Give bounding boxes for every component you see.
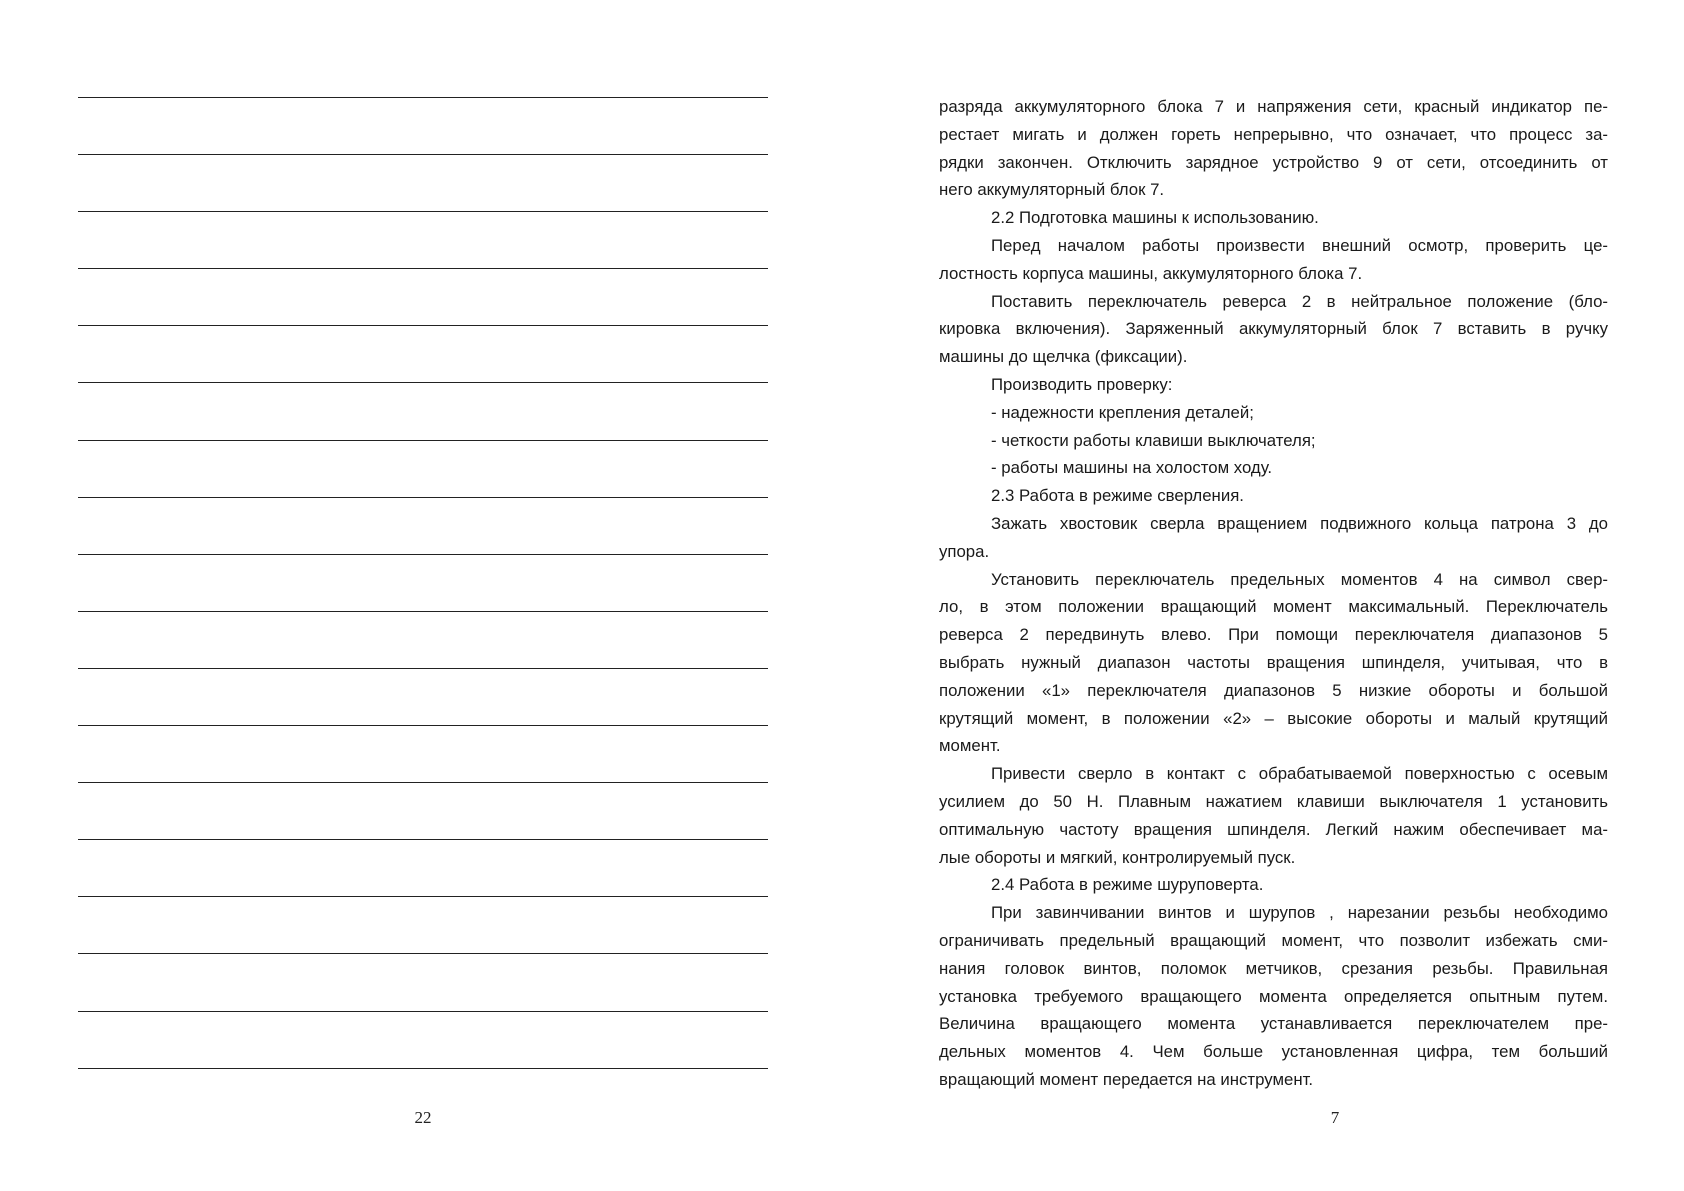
ruled-line: [78, 953, 768, 1010]
right-page-number: 7: [1330, 1108, 1340, 1127]
text-line: Величина вращающего момента устанавливается переключателем пре-: [939, 1014, 1608, 1034]
text-line: положении «1» переключателя диапазонов 5 низкие обороты и большой: [939, 680, 1608, 700]
ruled-line: [78, 611, 768, 668]
text-line: Поставить переключатель реверса 2 в нейтральное положение (бло-: [991, 291, 1608, 311]
left-page-number: 22: [414, 1108, 432, 1127]
ruled-line: [78, 782, 768, 839]
ruled-line: [78, 382, 768, 439]
text-line: крутящий момент, в положении «2» – высокие обороты и малый крутящий: [939, 708, 1608, 728]
ruled-line: [78, 497, 768, 554]
ruled-line: [78, 554, 768, 611]
text-line: - работы машины на холостом ходу.: [991, 458, 1273, 478]
right-page: [842, 0, 1684, 1191]
text-line: При завинчивании винтов и шурупов , нарезании резьбы необходимо: [991, 903, 1608, 923]
text-line: лостность корпуса машины, аккумуляторного блока 7.: [939, 263, 1363, 283]
text-line: Перед началом работы произвести внешний осмотр, проверить це-: [991, 235, 1608, 255]
text-line: дельных моментов 4. Чем больше установленная цифра, тем больший: [939, 1042, 1608, 1062]
ruled-line: [78, 896, 768, 953]
text-line: 2.3 Работа в режиме сверления.: [991, 486, 1244, 506]
ruled-line: [78, 97, 768, 154]
text-line: установка требуемого вращающего момента определяется опытным путем.: [939, 986, 1608, 1006]
text-line: упора.: [939, 541, 990, 561]
text-line: рестает мигать и должен гореть непрерывно, что означает, что процесс за-: [939, 124, 1608, 144]
text-line: нания головок винтов, поломок метчиков, срезания резьбы. Правильная: [939, 958, 1608, 978]
text-line: Установить переключатель предельных моментов 4 на символ свер-: [991, 569, 1608, 589]
text-line: выбрать нужный диапазон частоты вращения шпинделя, учитывая, что в: [939, 652, 1608, 672]
ruled-line: [78, 154, 768, 211]
text-line: оптимальную частоту вращения шпинделя. Легкий нажим обеспечивает ма-: [939, 819, 1608, 839]
text-line: момент.: [939, 736, 1001, 756]
text-line: 2.2 Подготовка машины к использованию.: [991, 208, 1319, 228]
text-line: ло, в этом положении вращающий момент максимальный. Переключатель: [939, 597, 1608, 617]
ruled-line: [78, 1011, 768, 1068]
text-line: реверса 2 передвинуть влево. При помощи переключателя диапазонов 5: [939, 625, 1608, 645]
text-line: 2.4 Работа в режиме шуруповерта.: [991, 875, 1264, 895]
text-line: разряда аккумуляторного блока 7 и напряжения сети, красный индикатор пе-: [939, 97, 1608, 116]
ruled-line: [78, 268, 768, 325]
text-line: Производить проверку:: [991, 374, 1173, 394]
ruled-line: [78, 725, 768, 782]
text-line: вращающий момент передается на инструмент.: [939, 1069, 1314, 1089]
text-line: Зажать хвостовик сверла вращением подвижного кольца патрона 3 до: [991, 513, 1608, 533]
text-line: усилием до 50 Н. Плавным нажатием клавиши выключателя 1 установить: [939, 791, 1608, 811]
text-line: рядки закончен. Отключить зарядное устройство 9 от сети, отсоединить от: [939, 152, 1608, 172]
text-line: него аккумуляторный блок 7.: [939, 180, 1165, 200]
ruled-line: [78, 668, 768, 725]
text-line: ограничивать предельный вращающий момент, что позволит избежать сми-: [939, 930, 1608, 950]
ruled-line: [78, 211, 768, 268]
text-line: - надежности крепления деталей;: [991, 402, 1254, 422]
text-line: Привести сверло в контакт с обрабатываемой поверхностью с осевым: [991, 764, 1608, 784]
text-line: - четкости работы клавиши выключателя;: [991, 430, 1316, 450]
text-line: кировка включения). Заряженный аккумуляторный блок 7 вставить в ручку: [939, 319, 1608, 339]
ruled-line: [78, 839, 768, 896]
text-line: машины до щелчка (фиксации).: [939, 347, 1188, 367]
ruled-line: [78, 440, 768, 497]
notes-ruled-lines: [78, 97, 768, 1125]
body-text: [939, 93, 1608, 1094]
text-line: лые обороты и мягкий, контролируемый пуск.: [939, 847, 1296, 867]
ruled-line: [78, 325, 768, 382]
